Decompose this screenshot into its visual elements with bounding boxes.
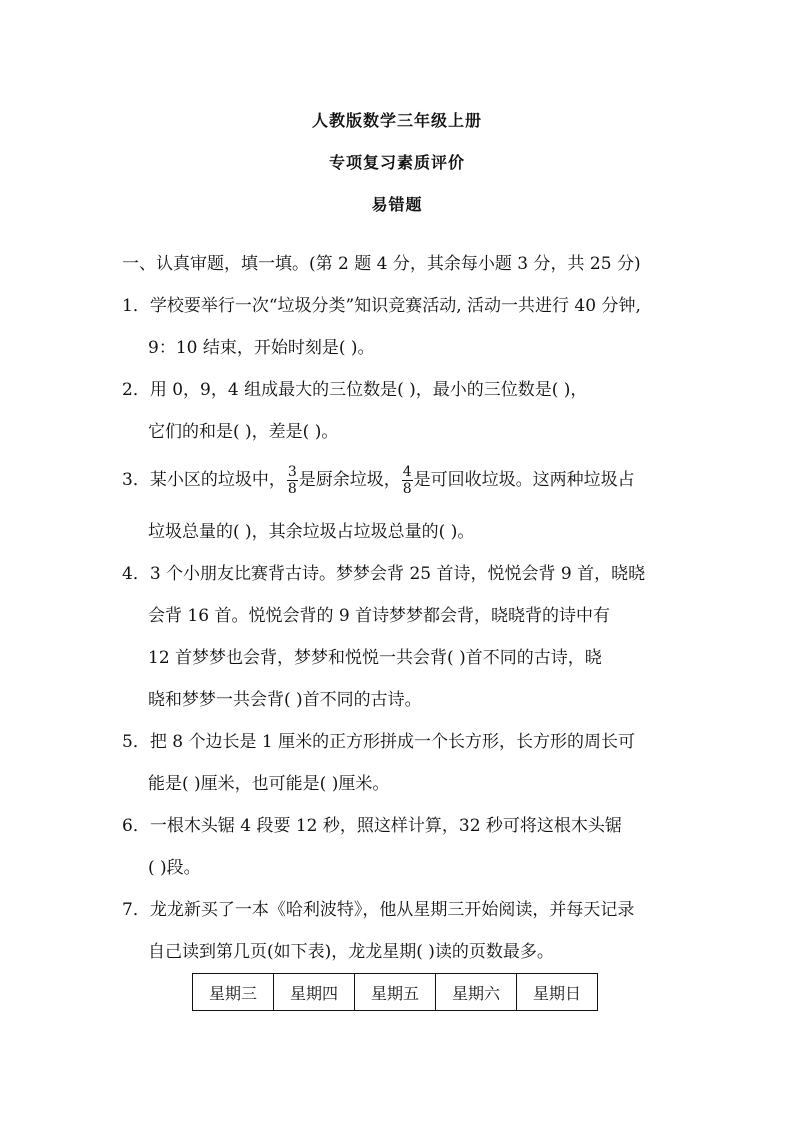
table-header-cell: 星期三 bbox=[193, 974, 274, 1011]
q1-line1: 1．学校要举行一次“垃圾分类”知识竞赛活动, 活动一共进行 40 分钟, bbox=[122, 296, 641, 316]
q1-line2: 9：10 结束，开始时刻是( )。 bbox=[148, 338, 375, 358]
reading-table bbox=[192, 973, 598, 1011]
q5-line1: 5．把 8 个边长是 1 厘米的正方形拼成一个长方形，长方形的周长可 bbox=[122, 732, 636, 752]
q4-line4: 晓和梦梦一共会背( )首不同的古诗。 bbox=[148, 690, 422, 710]
q7-line2: 自己读到第几页(如下表)，龙龙星期( )读的页数最多。 bbox=[148, 942, 554, 962]
table-row bbox=[193, 974, 598, 1011]
q3-fraction-1 bbox=[287, 464, 298, 497]
q3-fraction-1-denominator: 8 bbox=[287, 481, 297, 497]
doc-title: 人教版数学三年级上册 bbox=[311, 111, 482, 130]
q3-fraction-1-numerator: 3 bbox=[287, 464, 297, 480]
doc-subtitle: 专项复习素质评价 bbox=[328, 153, 465, 172]
q4-line2: 会背 16 首。悦悦会背的 9 首诗梦梦都会背，晓晓背的诗中有 bbox=[148, 606, 611, 626]
q6-line1: 6．一根木头锯 4 段要 12 秒，照这样计算，32 秒可将这根木头锯 bbox=[122, 816, 622, 836]
doc-topic: 易错题 bbox=[371, 195, 423, 214]
q2-line1: 2．用 0，9，4 组成最大的三位数是( )，最小的三位数是( )， bbox=[122, 380, 588, 400]
q3-fraction-2-numerator: 4 bbox=[402, 464, 412, 480]
q3-line1 bbox=[122, 464, 635, 497]
table-header-cell: 星期五 bbox=[355, 974, 436, 1011]
q3-middle: 是厨余垃圾， bbox=[298, 470, 401, 490]
table-header-cell: 星期六 bbox=[436, 974, 517, 1011]
q6-line2: ( )段。 bbox=[148, 858, 201, 878]
section-heading: 一、认真审题，填一填。(第 2 题 4 分，其余每小题 3 分，共 25 分) bbox=[122, 254, 641, 274]
q3-fraction-2-denominator: 8 bbox=[402, 481, 412, 497]
q2-line2: 它们的和是( )，差是( )。 bbox=[148, 422, 339, 442]
table-header-cell: 星期日 bbox=[517, 974, 598, 1011]
q3-suffix: 是可回收垃圾。这两种垃圾占 bbox=[413, 470, 635, 490]
q3-prefix: 3．某小区的垃圾中， bbox=[122, 470, 286, 490]
q3-fraction-2 bbox=[402, 464, 413, 497]
q7-line1: 7．龙龙新买了一本《哈利波特》，他从星期三开始阅读，并每天记录 bbox=[122, 900, 635, 920]
q4-line1: 4．3 个小朋友比赛背古诗。梦梦会背 25 首诗，悦悦会背 9 首，晓晓 bbox=[122, 564, 646, 584]
q3-line2: 垃圾总量的( )，其余垃圾占垃圾总量的( )。 bbox=[148, 522, 475, 542]
q4-line3: 12 首梦梦也会背，梦梦和悦悦一共会背( )首不同的古诗，晓 bbox=[148, 648, 602, 668]
q5-line2: 能是( )厘米，也可能是( )厘米。 bbox=[148, 774, 390, 794]
table-header-cell: 星期四 bbox=[274, 974, 355, 1011]
